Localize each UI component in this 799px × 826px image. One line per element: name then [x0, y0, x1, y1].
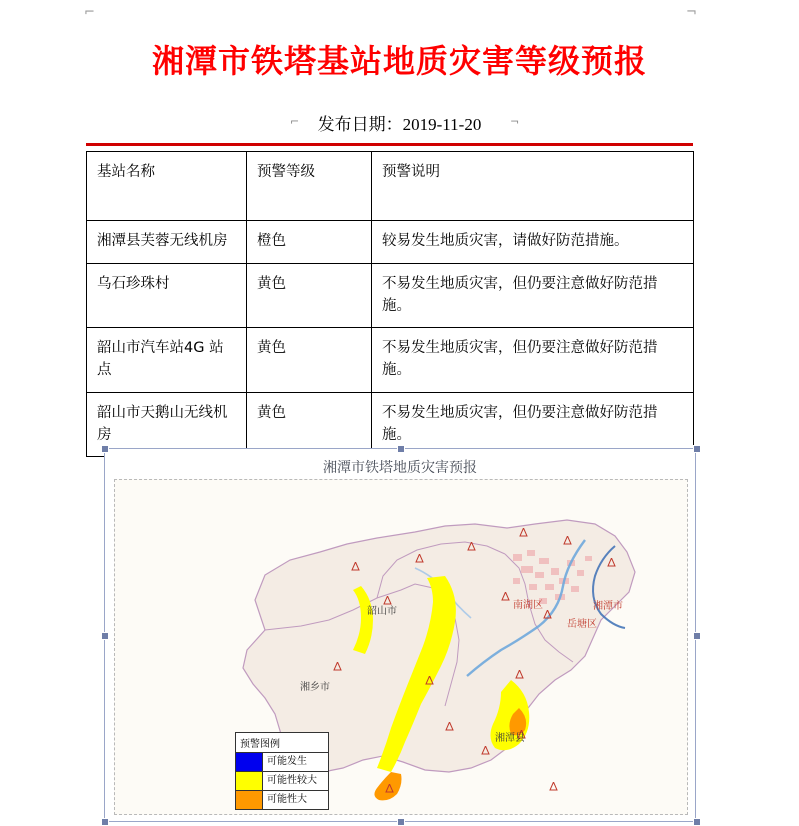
map-canvas — [114, 479, 688, 815]
resize-handle-middle-right[interactable] — [693, 632, 701, 640]
map-label-xiangxiang: 湘乡市 — [300, 682, 330, 693]
resize-handle-top-center[interactable] — [397, 445, 405, 453]
resize-handle-top-right[interactable] — [693, 445, 701, 453]
table-header-row — [87, 152, 694, 221]
crop-mark-top-left: ⌐ — [84, 5, 95, 20]
tower-marker-icon — [333, 658, 342, 667]
publish-date: 发布日期：2019-11-20 — [317, 115, 482, 134]
resize-handle-bottom-center[interactable] — [397, 818, 405, 826]
title-divider — [86, 143, 693, 146]
table-row — [87, 221, 694, 264]
cell-warning-level: 黄色 — [247, 263, 372, 328]
legend-item — [236, 791, 328, 809]
map-label-nanhu-district: 南湖区 — [513, 600, 543, 611]
resize-handle-bottom-right[interactable] — [693, 818, 701, 826]
tower-marker-icon — [385, 780, 394, 789]
cell-warning-level: 橙色 — [247, 221, 372, 264]
tower-marker-icon — [445, 718, 454, 727]
cell-warning-level: 黄色 — [247, 328, 372, 393]
map-label-xiangtan-county: 湘潭县 — [495, 733, 525, 744]
resize-handle-bottom-left[interactable] — [101, 818, 109, 826]
map-title: 湘潭市铁塔地质灾害预报 — [323, 460, 477, 476]
cell-warning-level: 黄色 — [247, 392, 372, 457]
cell-station-name: 湘潭县芙蓉无线机房 — [87, 221, 247, 264]
cell-station-name: 韶山市天鹅山无线机房 — [87, 392, 247, 457]
cell-warning-description: 不易发生地质灾害，但仍要注意做好防范措施。 — [372, 328, 694, 393]
map-legend — [235, 732, 329, 810]
tower-marker-icon — [481, 742, 490, 751]
legend-item — [236, 772, 328, 791]
date-mark-right: ¬ — [510, 115, 520, 128]
forecast-table — [86, 151, 694, 457]
cell-warning-description: 不易发生地质灾害，但仍要注意做好防范措施。 — [372, 392, 694, 457]
legend-label: 可能性大 — [267, 794, 307, 805]
column-header-description: 预警说明 — [372, 152, 694, 221]
map-image-object[interactable] — [104, 448, 696, 822]
tower-marker-icon — [607, 554, 616, 563]
tower-marker-icon — [383, 592, 392, 601]
tower-marker-icon — [515, 666, 524, 675]
resize-handle-top-left[interactable] — [101, 445, 109, 453]
tower-marker-icon — [519, 524, 528, 533]
column-header-level: 预警等级 — [247, 152, 372, 221]
cell-station-name: 乌石珍珠村 — [87, 263, 247, 328]
map-label-shaoshan: 韶山市 — [367, 606, 397, 617]
cell-station-name: 韶山市汽车站4G 站点 — [87, 328, 247, 393]
legend-swatch-blue — [236, 753, 263, 771]
tower-marker-icon — [549, 778, 558, 787]
legend-title: 预警图例 — [236, 733, 328, 753]
table-row — [87, 328, 694, 393]
tower-marker-icon — [467, 538, 476, 547]
cell-warning-description: 较易发生地质灾害，请做好防范措施。 — [372, 221, 694, 264]
map-label-yuetang-district: 岳塘区 — [567, 619, 597, 630]
tower-marker-icon — [351, 558, 360, 567]
crop-mark-top-right: ¬ — [686, 5, 697, 20]
tower-marker-icon — [425, 672, 434, 681]
legend-label: 可能性较大 — [267, 775, 317, 786]
legend-swatch-orange — [236, 791, 263, 809]
map-label-xiangtan-city: 湘潭市 — [593, 601, 623, 612]
legend-label: 可能发生 — [267, 756, 307, 767]
map-graphic — [115, 480, 687, 814]
tower-marker-icon — [415, 550, 424, 559]
tower-marker-icon — [563, 532, 572, 541]
resize-handle-middle-left[interactable] — [101, 632, 109, 640]
tower-marker-icon — [501, 588, 510, 597]
table-row — [87, 263, 694, 328]
page-title: 湘潭市铁塔基站地质灾害等级预报 — [151, 42, 647, 80]
cell-warning-description: 不易发生地质灾害，但仍要注意做好防范措施。 — [372, 263, 694, 328]
legend-swatch-yellow — [236, 772, 263, 790]
date-mark-left: ⌐ — [290, 115, 300, 128]
column-header-station: 基站名称 — [87, 152, 247, 221]
legend-item — [236, 753, 328, 772]
tower-marker-icon — [543, 606, 552, 615]
